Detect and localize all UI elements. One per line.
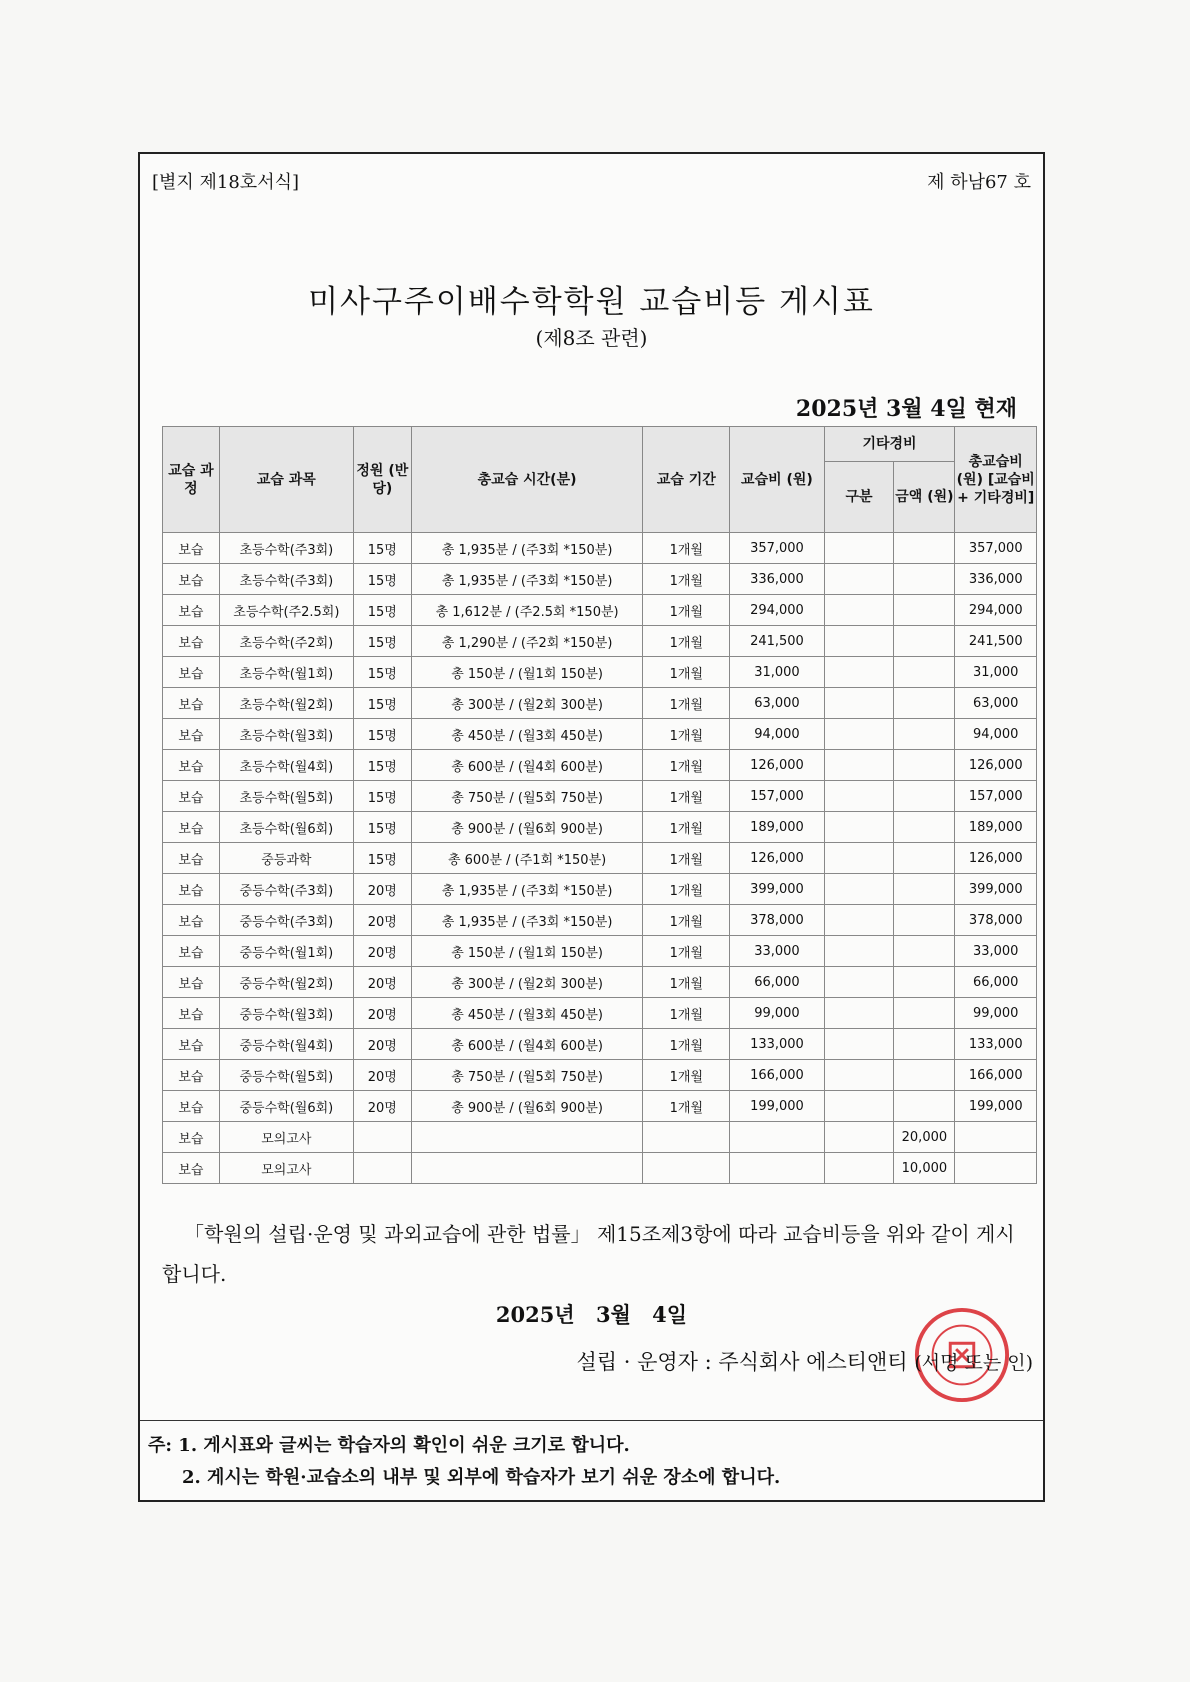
course-cell: 보습	[163, 905, 220, 936]
signature-note: (서명 또는 인)	[914, 1352, 1033, 1374]
capacity-cell: 15명	[353, 781, 411, 812]
fee-cell	[730, 1122, 824, 1153]
total-time-cell: 총 450분 / (월3회 450분)	[411, 719, 643, 750]
total-time-cell: 총 900분 / (월6회 900분)	[411, 812, 643, 843]
document-number: 제 하남67 호	[927, 172, 1031, 193]
fee-cell: 336,000	[730, 564, 824, 595]
fee-cell: 126,000	[730, 843, 824, 874]
course-cell: 보습	[163, 564, 220, 595]
other-amount-cell	[894, 905, 955, 936]
other-amount-cell	[894, 564, 955, 595]
total-time-cell: 총 300분 / (월2회 300분)	[411, 688, 643, 719]
period-cell: 1개월	[643, 874, 730, 905]
capacity-cell: 15명	[353, 595, 411, 626]
total-fee-cell: 66,000	[955, 967, 1037, 998]
fee-cell	[730, 1153, 824, 1184]
fee-cell: 94,000	[730, 719, 824, 750]
table-row	[163, 781, 1037, 812]
table-row	[163, 719, 1037, 750]
table-row	[163, 967, 1037, 998]
fee-cell: 31,000	[730, 657, 824, 688]
header-capacity: 정원 (반당)	[353, 427, 411, 533]
other-type-cell	[824, 719, 894, 750]
period-cell: 1개월	[643, 657, 730, 688]
total-fee-cell: 294,000	[955, 595, 1037, 626]
capacity-cell: 15명	[353, 750, 411, 781]
capacity-cell: 20명	[353, 936, 411, 967]
course-cell: 보습	[163, 998, 220, 1029]
total-fee-cell: 63,000	[955, 688, 1037, 719]
table-row	[163, 533, 1037, 564]
table-row	[163, 750, 1037, 781]
subject-cell: 초등수학(월4회)	[219, 750, 353, 781]
other-amount-cell	[894, 1060, 955, 1091]
course-cell: 보습	[163, 750, 220, 781]
other-type-cell	[824, 843, 894, 874]
total-time-cell: 총 1,935분 / (주3회 *150분)	[411, 564, 643, 595]
total-time-cell: 총 1,935분 / (주3회 *150분)	[411, 874, 643, 905]
total-time-cell: 총 600분 / (월4회 600분)	[411, 750, 643, 781]
fee-cell: 133,000	[730, 1029, 824, 1060]
subject-cell: 중등과학	[219, 843, 353, 874]
subject-cell: 초등수학(월5회)	[219, 781, 353, 812]
table-row	[163, 657, 1037, 688]
fee-cell: 126,000	[730, 750, 824, 781]
table-row	[163, 626, 1037, 657]
total-time-cell: 총 300분 / (월2회 300분)	[411, 967, 643, 998]
period-cell: 1개월	[643, 843, 730, 874]
period-cell	[643, 1122, 730, 1153]
fee-cell: 378,000	[730, 905, 824, 936]
other-type-cell	[824, 657, 894, 688]
period-cell: 1개월	[643, 1060, 730, 1091]
other-type-cell	[824, 1060, 894, 1091]
other-type-cell	[824, 688, 894, 719]
subject-cell: 초등수학(주3회)	[219, 564, 353, 595]
other-amount-cell: 10,000	[894, 1153, 955, 1184]
operator-label: 설립 · 운영자 : 주식회사 에스티앤티	[576, 1350, 908, 1374]
total-fee-cell	[955, 1122, 1037, 1153]
subject-cell: 초등수학(월2회)	[219, 688, 353, 719]
other-amount-cell	[894, 781, 955, 812]
other-amount-cell: 20,000	[894, 1122, 955, 1153]
fee-cell: 166,000	[730, 1060, 824, 1091]
header-period: 교습 기간	[643, 427, 730, 533]
signature-date: 2025년 3월 4일	[495, 1302, 688, 1327]
total-time-cell: 총 600분 / (주1회 *150분)	[411, 843, 643, 874]
table-row	[163, 905, 1037, 936]
total-fee-cell: 126,000	[955, 750, 1037, 781]
fee-cell: 399,000	[730, 874, 824, 905]
total-fee-cell: 31,000	[955, 657, 1037, 688]
capacity-cell: 20명	[353, 905, 411, 936]
course-cell: 보습	[163, 1153, 220, 1184]
table-row	[163, 843, 1037, 874]
fee-table	[162, 426, 1037, 1184]
period-cell: 1개월	[643, 688, 730, 719]
table-row	[163, 998, 1037, 1029]
as-of-date: 2025년 3월 4일 현재	[795, 396, 1017, 422]
fee-cell: 199,000	[730, 1091, 824, 1122]
header-total-time: 총교습 시간(분)	[411, 427, 643, 533]
subject-cell: 중등수학(월6회)	[219, 1091, 353, 1122]
other-type-cell	[824, 1091, 894, 1122]
total-fee-cell: 157,000	[955, 781, 1037, 812]
subject-cell: 초등수학(주2.5회)	[219, 595, 353, 626]
footnotes	[148, 1430, 780, 1494]
total-fee-cell: 166,000	[955, 1060, 1037, 1091]
total-fee-cell: 126,000	[955, 843, 1037, 874]
course-cell: 보습	[163, 1060, 220, 1091]
period-cell: 1개월	[643, 564, 730, 595]
total-fee-cell: 357,000	[955, 533, 1037, 564]
course-cell: 보습	[163, 1091, 220, 1122]
other-type-cell	[824, 1122, 894, 1153]
course-cell: 보습	[163, 874, 220, 905]
course-cell: 보습	[163, 626, 220, 657]
capacity-cell: 20명	[353, 1029, 411, 1060]
fee-cell: 99,000	[730, 998, 824, 1029]
fee-cell: 189,000	[730, 812, 824, 843]
other-amount-cell	[894, 750, 955, 781]
other-amount-cell	[894, 843, 955, 874]
subject-cell: 초등수학(주2회)	[219, 626, 353, 657]
total-time-cell: 총 150분 / (월1회 150분)	[411, 936, 643, 967]
course-cell: 보습	[163, 781, 220, 812]
footnote-1: 주: 1. 게시표와 글씨는 학습자의 확인이 쉬운 크기로 합니다.	[148, 1435, 630, 1456]
capacity-cell: 20명	[353, 874, 411, 905]
header-course: 교습 과정	[163, 427, 220, 533]
total-fee-cell: 399,000	[955, 874, 1037, 905]
total-fee-cell: 199,000	[955, 1091, 1037, 1122]
total-time-cell: 총 750분 / (월5회 750분)	[411, 1060, 643, 1091]
course-cell: 보습	[163, 533, 220, 564]
fee-cell: 63,000	[730, 688, 824, 719]
other-type-cell	[824, 1153, 894, 1184]
other-type-cell	[824, 626, 894, 657]
fee-cell: 66,000	[730, 967, 824, 998]
subject-cell: 초등수학(주3회)	[219, 533, 353, 564]
other-amount-cell	[894, 967, 955, 998]
course-cell: 보습	[163, 1122, 220, 1153]
capacity-cell: 15명	[353, 533, 411, 564]
period-cell: 1개월	[643, 1029, 730, 1060]
total-fee-cell	[955, 1153, 1037, 1184]
capacity-cell: 20명	[353, 1060, 411, 1091]
course-cell: 보습	[163, 843, 220, 874]
capacity-cell: 15명	[353, 812, 411, 843]
table-row	[163, 564, 1037, 595]
capacity-cell: 15명	[353, 564, 411, 595]
period-cell: 1개월	[643, 533, 730, 564]
other-amount-cell	[894, 874, 955, 905]
operator-line	[576, 1346, 1033, 1376]
header-other-amount: 금액 (원)	[894, 462, 955, 533]
other-type-cell	[824, 905, 894, 936]
table-row	[163, 1153, 1037, 1184]
table-row	[163, 688, 1037, 719]
capacity-cell	[353, 1122, 411, 1153]
course-cell: 보습	[163, 936, 220, 967]
fee-cell: 357,000	[730, 533, 824, 564]
header-other-expenses: 기타경비	[824, 427, 955, 462]
other-amount-cell	[894, 688, 955, 719]
capacity-cell: 15명	[353, 688, 411, 719]
fee-cell: 33,000	[730, 936, 824, 967]
other-type-cell	[824, 874, 894, 905]
other-type-cell	[824, 750, 894, 781]
table-row	[163, 1060, 1037, 1091]
total-time-cell: 총 600분 / (월4회 600분)	[411, 1029, 643, 1060]
other-amount-cell	[894, 936, 955, 967]
subject-cell: 초등수학(월6회)	[219, 812, 353, 843]
capacity-cell	[353, 1153, 411, 1184]
subject-cell: 중등수학(주3회)	[219, 905, 353, 936]
fee-cell: 294,000	[730, 595, 824, 626]
course-cell: 보습	[163, 688, 220, 719]
period-cell: 1개월	[643, 719, 730, 750]
capacity-cell: 15명	[353, 843, 411, 874]
period-cell	[643, 1153, 730, 1184]
header-fee: 교습비 (원)	[730, 427, 824, 533]
other-amount-cell	[894, 1091, 955, 1122]
other-type-cell	[824, 812, 894, 843]
subject-cell: 모의고사	[219, 1122, 353, 1153]
subject-cell: 모의고사	[219, 1153, 353, 1184]
course-cell: 보습	[163, 812, 220, 843]
other-amount-cell	[894, 812, 955, 843]
total-fee-cell: 241,500	[955, 626, 1037, 657]
header-subject: 교습 과목	[219, 427, 353, 533]
subject-cell: 중등수학(월1회)	[219, 936, 353, 967]
total-time-cell: 총 1,935분 / (주3회 *150분)	[411, 533, 643, 564]
other-amount-cell	[894, 719, 955, 750]
period-cell: 1개월	[643, 998, 730, 1029]
subject-cell: 중등수학(월2회)	[219, 967, 353, 998]
total-time-cell: 총 750분 / (월5회 750분)	[411, 781, 643, 812]
period-cell: 1개월	[643, 595, 730, 626]
header-total-fee: 총교습비 (원) [교습비+ 기타경비]	[955, 427, 1037, 533]
fee-cell: 157,000	[730, 781, 824, 812]
header-other-type: 구분	[824, 462, 894, 533]
table-row	[163, 1029, 1037, 1060]
total-time-cell: 총 150분 / (월1회 150분)	[411, 657, 643, 688]
table-row	[163, 1122, 1037, 1153]
notice-text: 「학원의 설립·운영 및 과외교습에 관한 법률」 제15조제3항에 따라 교습비등을 위와 같이 게시합니다.	[162, 1222, 1015, 1286]
table-row	[163, 595, 1037, 626]
total-time-cell	[411, 1122, 643, 1153]
total-fee-cell: 189,000	[955, 812, 1037, 843]
other-amount-cell	[894, 533, 955, 564]
other-amount-cell	[894, 626, 955, 657]
subject-cell: 중등수학(월5회)	[219, 1060, 353, 1091]
total-time-cell	[411, 1153, 643, 1184]
table-row	[163, 1091, 1037, 1122]
subject-cell: 중등수학(월4회)	[219, 1029, 353, 1060]
course-cell: 보습	[163, 595, 220, 626]
course-cell: 보습	[163, 967, 220, 998]
subject-cell: 초등수학(월1회)	[219, 657, 353, 688]
other-type-cell	[824, 998, 894, 1029]
total-time-cell: 총 1,935분 / (주3회 *150분)	[411, 905, 643, 936]
other-type-cell	[824, 781, 894, 812]
period-cell: 1개월	[643, 905, 730, 936]
total-time-cell: 총 450분 / (월3회 450분)	[411, 998, 643, 1029]
total-time-cell: 총 900분 / (월6회 900분)	[411, 1091, 643, 1122]
page-subtitle: (제8조 관련)	[535, 326, 648, 350]
period-cell: 1개월	[643, 1091, 730, 1122]
total-fee-cell: 133,000	[955, 1029, 1037, 1060]
total-fee-cell: 33,000	[955, 936, 1037, 967]
footnote-2: 2. 게시는 학원·교습소의 내부 및 외부에 학습자가 보기 쉬운 장소에 합니다.	[182, 1467, 781, 1488]
page-title: 미사구주이배수학학원 교습비등 게시표	[308, 284, 875, 320]
other-type-cell	[824, 564, 894, 595]
capacity-cell: 15명	[353, 657, 411, 688]
total-fee-cell: 336,000	[955, 564, 1037, 595]
subject-cell: 중등수학(주3회)	[219, 874, 353, 905]
capacity-cell: 15명	[353, 719, 411, 750]
other-amount-cell	[894, 998, 955, 1029]
total-fee-cell: 378,000	[955, 905, 1037, 936]
capacity-cell: 15명	[353, 626, 411, 657]
total-fee-cell: 94,000	[955, 719, 1037, 750]
table-row	[163, 812, 1037, 843]
period-cell: 1개월	[643, 750, 730, 781]
document-frame	[138, 152, 1045, 1502]
other-type-cell	[824, 595, 894, 626]
capacity-cell: 20명	[353, 1091, 411, 1122]
period-cell: 1개월	[643, 967, 730, 998]
form-id: [별지 제18호서식]	[152, 172, 299, 193]
total-time-cell: 총 1,612분 / (주2.5회 *150분)	[411, 595, 643, 626]
period-cell: 1개월	[643, 626, 730, 657]
capacity-cell: 20명	[353, 967, 411, 998]
other-type-cell	[824, 1029, 894, 1060]
period-cell: 1개월	[643, 936, 730, 967]
fee-cell: 241,500	[730, 626, 824, 657]
subject-cell: 초등수학(월3회)	[219, 719, 353, 750]
other-type-cell	[824, 967, 894, 998]
course-cell: 보습	[163, 719, 220, 750]
total-fee-cell: 99,000	[955, 998, 1037, 1029]
other-amount-cell	[894, 595, 955, 626]
subject-cell: 중등수학(월3회)	[219, 998, 353, 1029]
course-cell: 보습	[163, 657, 220, 688]
notes-divider	[140, 1420, 1043, 1421]
table-row	[163, 936, 1037, 967]
other-type-cell	[824, 936, 894, 967]
table-row	[163, 874, 1037, 905]
other-amount-cell	[894, 657, 955, 688]
other-type-cell	[824, 533, 894, 564]
period-cell: 1개월	[643, 812, 730, 843]
other-amount-cell	[894, 1029, 955, 1060]
period-cell: 1개월	[643, 781, 730, 812]
capacity-cell: 20명	[353, 998, 411, 1029]
course-cell: 보습	[163, 1029, 220, 1060]
fee-table-body	[163, 533, 1037, 1184]
total-time-cell: 총 1,290분 / (주2회 *150분)	[411, 626, 643, 657]
